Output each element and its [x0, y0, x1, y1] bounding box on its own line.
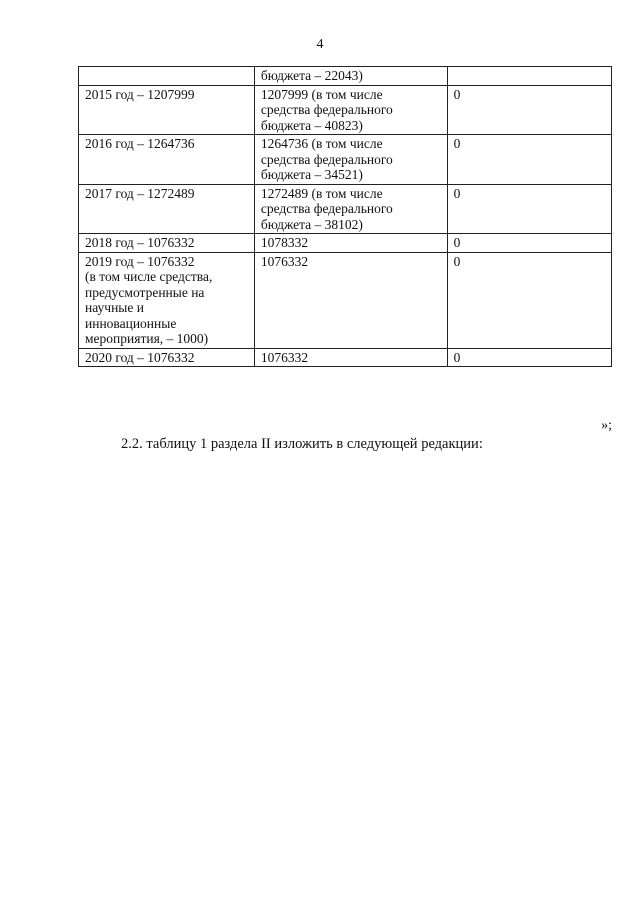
total-line: бюджета – 34521): [260, 167, 363, 182]
year-cell: [79, 252, 255, 348]
year-cell: [79, 135, 255, 185]
year-cell: [79, 67, 255, 86]
extra-value: 0: [453, 136, 461, 151]
year-line: предусмотренные на: [85, 284, 205, 300]
total-line: 1076332: [260, 349, 309, 365]
year-cell: [79, 184, 255, 234]
table-row: [79, 234, 612, 253]
year-line: научные и: [85, 300, 144, 315]
year-line: 2019 год – 1076332: [85, 253, 195, 269]
total-cell: [254, 348, 447, 367]
total-cell: [254, 184, 447, 234]
extra-value: 0: [453, 86, 461, 102]
extra-value: 0: [453, 253, 461, 269]
total-line: 1076332: [260, 253, 309, 269]
table-row: [79, 348, 612, 367]
year-line: (в том числе средства,: [85, 269, 213, 284]
total-line: бюджета – 40823): [260, 117, 363, 133]
total-line: средства федерального: [260, 151, 393, 167]
total-line: 1264736 (в том числе: [260, 136, 383, 151]
amendment-instruction: 2.2. таблицу 1 раздела II изложить в следующей редакции:: [121, 436, 483, 452]
total-cell: [254, 252, 447, 348]
year-line: 2017 год – 1272489: [85, 185, 195, 201]
year-line: 2016 год – 1264736: [85, 136, 195, 151]
extra-cell: [447, 184, 611, 234]
extra-value: 0: [453, 349, 461, 365]
table-row: [79, 184, 612, 234]
year-line: 2015 год – 1207999: [85, 86, 195, 102]
total-line: бюджета – 38102): [260, 216, 363, 232]
year-line: 2020 год – 1076332: [85, 349, 195, 365]
extra-cell: [447, 348, 611, 367]
page-number: 4: [316, 37, 324, 52]
table-row: [79, 85, 612, 135]
extra-cell: [447, 252, 611, 348]
extra-cell: [447, 67, 611, 86]
table-row: [79, 67, 612, 86]
funding-table: [78, 66, 612, 367]
table-row: [79, 135, 612, 185]
extra-value: 0: [453, 185, 461, 201]
total-cell: [254, 67, 447, 86]
total-cell: [254, 85, 447, 135]
total-line: 1272489 (в том числе: [260, 185, 383, 201]
year-cell: [79, 85, 255, 135]
extra-cell: [447, 135, 611, 185]
total-line: средства федерального: [260, 102, 393, 117]
total-cell: [254, 234, 447, 253]
closing-quote: »;: [601, 418, 612, 433]
total-cell: [254, 135, 447, 185]
total-line: 1207999 (в том числе: [260, 86, 383, 102]
extra-cell: [447, 85, 611, 135]
year-line: инновационные: [85, 315, 177, 331]
year-cell: [79, 348, 255, 367]
year-line: 2018 год – 1076332: [85, 235, 195, 250]
extra-cell: [447, 234, 611, 253]
table-row: [79, 252, 612, 348]
total-line: 1078332: [260, 235, 309, 250]
year-cell: [79, 234, 255, 253]
total-line: бюджета – 22043): [260, 68, 363, 83]
extra-value: 0: [453, 235, 461, 250]
total-line: средства федерального: [260, 201, 393, 216]
year-line: мероприятия, – 1000): [85, 331, 209, 346]
